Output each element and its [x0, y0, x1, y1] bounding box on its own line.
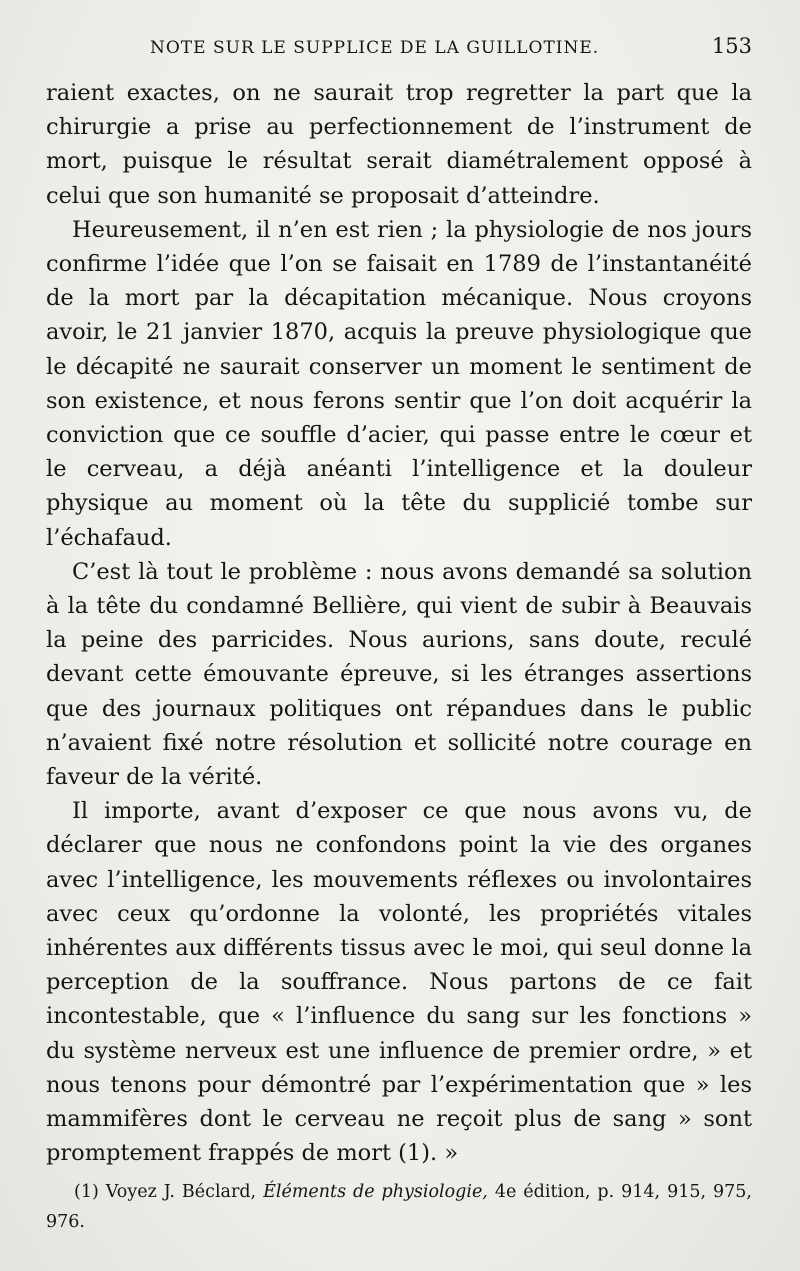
footnote-rest: 4e édition, p. 914, 915, 975, 976.: [46, 1182, 752, 1232]
footnote-title: Éléments de physiologie,: [263, 1182, 488, 1202]
body-text: [46, 76, 752, 1171]
running-head: NOTE SUR LE SUPPLICE DE LA GUILLOTINE.: [150, 38, 600, 58]
paragraph-continuation: raient exactes, on ne saurait trop regretter la part que la chirurgie a prise au perfectionnement de l’instrument de mort, puisque le résultat serait diamétralement opposé à celui que son humanité se proposait d’atteindre.: [46, 80, 752, 209]
page-header: [46, 34, 752, 76]
paragraph: Il importe, avant d’exposer ce que nous avons vu, de déclarer que nous ne confondons point la vie des organes avec l’intelligence, les mouvements réflexes ou involontaires avec ceux qu’ordonne la volonté, les propriétés vitales inhérentes aux différents tissus avec le moi, qui seul donne la perception de la souffrance. Nous partons de ce fait incontestable, que « l’influence du sang sur les fonctions » du système nerveux est une influence de premier ordre, » et nous tenons pour démontré par l’expérimentation que » les mammifères dont le cerveau ne reçoit plus de sang » sont promptement frappés de mort (1). »: [46, 798, 752, 1167]
footnote: [46, 1177, 752, 1237]
page-number: 153: [711, 34, 752, 58]
paragraph: Heureusement, il n’en est rien ; la physiologie de nos jours confirme l’idée que l’on se faisait en 1789 de l’instantanéité de la mort par la décapitation mécanique. Nous croyons avoir, le 21 janvier 1870, acquis la preuve physiologique que le décapité ne saurait conserver un moment le sentiment de son existence, et nous ferons sentir que l’on doit acquérir la conviction que ce souffle d’acier, qui passe entre le cœur et le cerveau, a déjà anéanti l’intelligence et la douleur physique au moment où la tête du supplicié tombe sur l’échafaud.: [46, 216, 752, 551]
footnote-marker: (1) Voyez J. Béclard,: [74, 1182, 257, 1202]
paragraph: C’est là tout le problème : nous avons demandé sa solution à la tête du condamné Bellière, qui vient de subir à Beauvais la peine des parricides. Nous aurions, sans doute, reculé devant cette émouvante épreuve, si les étranges assertions que des journaux politiques ont répandues dans le public n’avaient fixé notre résolution et sollicité notre courage en faveur de la vérité.: [46, 558, 752, 791]
